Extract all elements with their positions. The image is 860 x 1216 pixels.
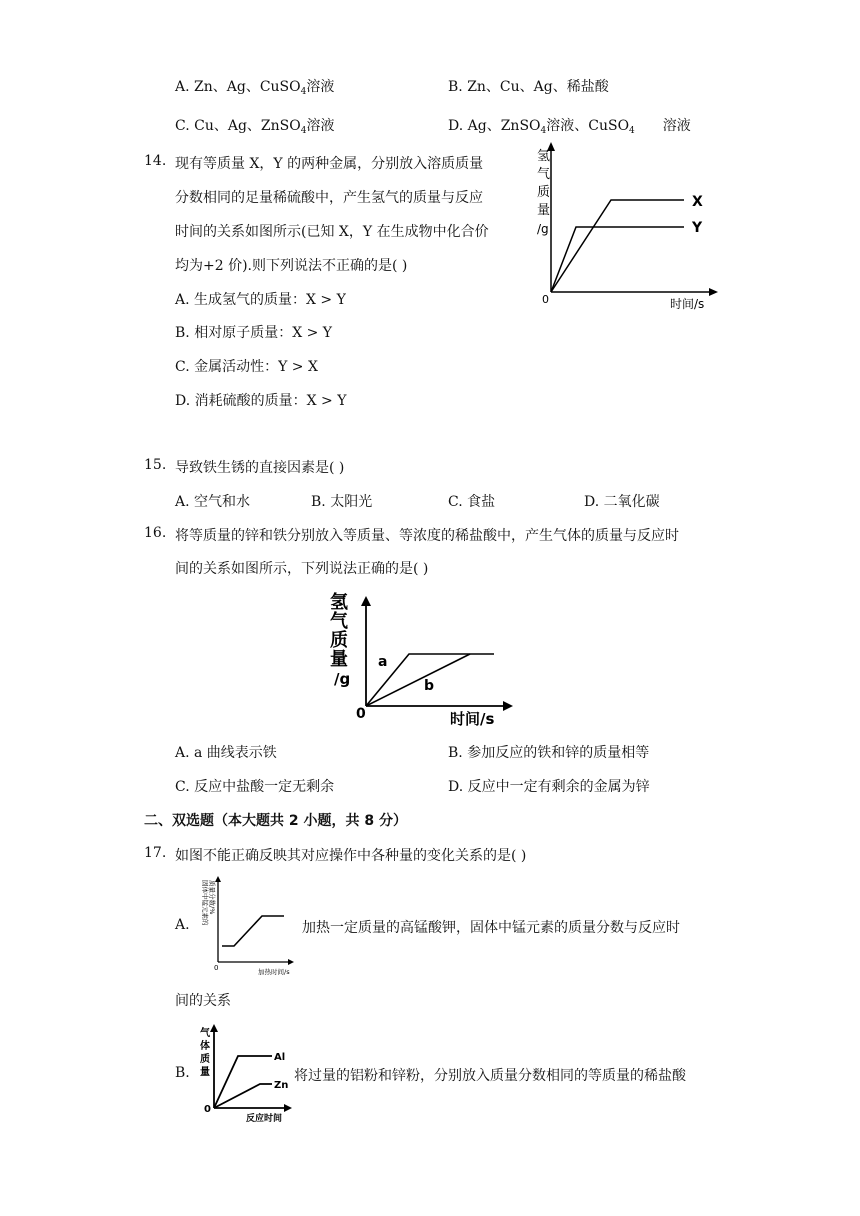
q16-option-b: B. 参加反应的铁和锌的质量相等: [448, 745, 650, 761]
q17-figure-b: [196, 1022, 296, 1126]
q17-stem: 如图不能正确反映其对应操作中各种量的变化关系的是( ): [175, 848, 527, 864]
q14-option-b: B. 相对原子质量：X > Y: [175, 325, 333, 341]
q17-option-a-text-cont: 间的关系: [175, 993, 231, 1009]
q15-number: 15.: [144, 457, 167, 473]
q14-option-d: D. 消耗硫酸的质量：X > Y: [175, 393, 347, 409]
series-label-x: X: [692, 194, 703, 210]
curve-al: [214, 1056, 272, 1108]
y-label-char: /g: [537, 222, 549, 236]
y-label-char: 体: [200, 1041, 210, 1052]
origin-label: 0: [356, 706, 366, 722]
q14-stem-line: 现有等质量 X，Y 的两种金属，分别放入溶质质量: [175, 156, 484, 172]
q16-figure: [320, 588, 520, 728]
q13-option-a: A. Zn、Ag、CuSO$_4$溶液: [175, 79, 335, 97]
x-axis-arrow: [709, 288, 718, 296]
q15-option-a: A. 空气和水: [175, 494, 251, 510]
q14-option-c: C. 金属活动性：Y > X: [175, 359, 318, 375]
q17-option-b-label: B.: [175, 1065, 190, 1081]
q17-figure-a: [196, 872, 296, 978]
x-axis-arrow: [284, 1104, 292, 1112]
origin-label: 0: [542, 293, 549, 306]
x-label: 时间/s: [670, 297, 705, 311]
q15-option-b: B. 太阳光: [311, 494, 373, 510]
y-label-char: 量: [537, 203, 551, 218]
y-label-char: 气: [200, 1028, 210, 1039]
y-label-char: 气: [330, 611, 348, 632]
series-label-zn: Zn: [274, 1080, 289, 1091]
y-label-line: 质量分数/%: [208, 880, 216, 915]
y-label-char: /g: [334, 670, 351, 688]
q16-stem-line: 将等质量的锌和铁分别放入等质量、等浓度的稀盐酸中，产生气体的质量与反应时: [175, 528, 679, 544]
q14-option-a: A. 生成氢气的质量：X > Y: [175, 292, 346, 308]
q17-option-a-text: 加热一定质量的高锰酸钾，固体中锰元素的质量分数与反应时: [302, 920, 680, 936]
q13-option-b: B. Zn、Cu、Ag、稀盐酸: [448, 79, 609, 95]
section-title: 二、双选题（本大题共 2 小题，共 8 分）: [144, 813, 407, 829]
q14-stem-line: 分数相同的足量稀硫酸中，产生氢气的质量与反应: [175, 190, 483, 206]
series-label-y: Y: [692, 220, 703, 236]
curve-y: [551, 227, 684, 292]
y-label-char: 质: [200, 1054, 210, 1065]
x-axis-arrow: [288, 959, 294, 965]
x-label: 加热时间/s: [258, 968, 290, 976]
curve-x: [551, 200, 684, 292]
y-label-line: 固体中锰元素的: [201, 880, 209, 926]
y-label-char: 量: [330, 649, 348, 670]
y-axis-arrow: [361, 596, 371, 606]
y-label-char: 量: [200, 1067, 210, 1078]
q17-option-b-text: 将过量的铝粉和锌粉，分别放入质量分数相同的等质量的稀盐酸: [294, 1068, 686, 1084]
curve-label-b: b: [424, 678, 435, 694]
x-label: 反应时间: [246, 1114, 283, 1124]
q14-stem-line: 均为+2 价).则下列说法不正确的是( ): [175, 258, 408, 274]
y-label-char: 氢: [330, 592, 348, 613]
q17-option-a-label: A.: [175, 917, 190, 933]
curve-label-a: a: [378, 654, 388, 670]
series-label-al: Al: [274, 1052, 286, 1063]
q14-number: 14.: [144, 153, 167, 169]
curve: [222, 916, 284, 946]
y-axis-arrow: [210, 1024, 218, 1032]
q15-option-d: D. 二氧化碳: [584, 494, 660, 510]
x-label: 时间/s: [450, 710, 495, 728]
y-label-char: 气: [537, 167, 551, 182]
q14-stem-line: 时间的关系如图所示(已知 X，Y 在生成物中化合价: [175, 224, 489, 240]
q13-option-c: C. Cu、Ag、ZnSO$_4$溶液: [175, 118, 335, 136]
q15-option-c: C. 食盐: [448, 494, 496, 510]
q16-option-c: C. 反应中盐酸一定无剩余: [175, 779, 335, 795]
q13-option-d: D. Ag、ZnSO$_4$溶液、CuSO$_4$ 溶液: [448, 118, 691, 136]
q16-number: 16.: [144, 525, 167, 541]
origin-label: 0: [214, 964, 219, 972]
y-label-char: 氢: [537, 149, 551, 164]
x-axis-arrow: [503, 701, 513, 711]
y-label-char: 质: [330, 630, 348, 651]
q15-stem: 导致铁生锈的直接因素是( ): [175, 460, 345, 476]
q16-option-d: D. 反应中一定有剩余的金属为锌: [448, 779, 650, 795]
q17-number: 17.: [144, 845, 167, 861]
q16-stem-line: 间的关系如图所示，下列说法正确的是( ): [175, 561, 429, 577]
origin-label: 0: [204, 1104, 211, 1115]
q14-figure: [524, 140, 724, 315]
y-label-char: 质: [537, 185, 551, 200]
q16-option-a: A. a 曲线表示铁: [175, 745, 277, 761]
